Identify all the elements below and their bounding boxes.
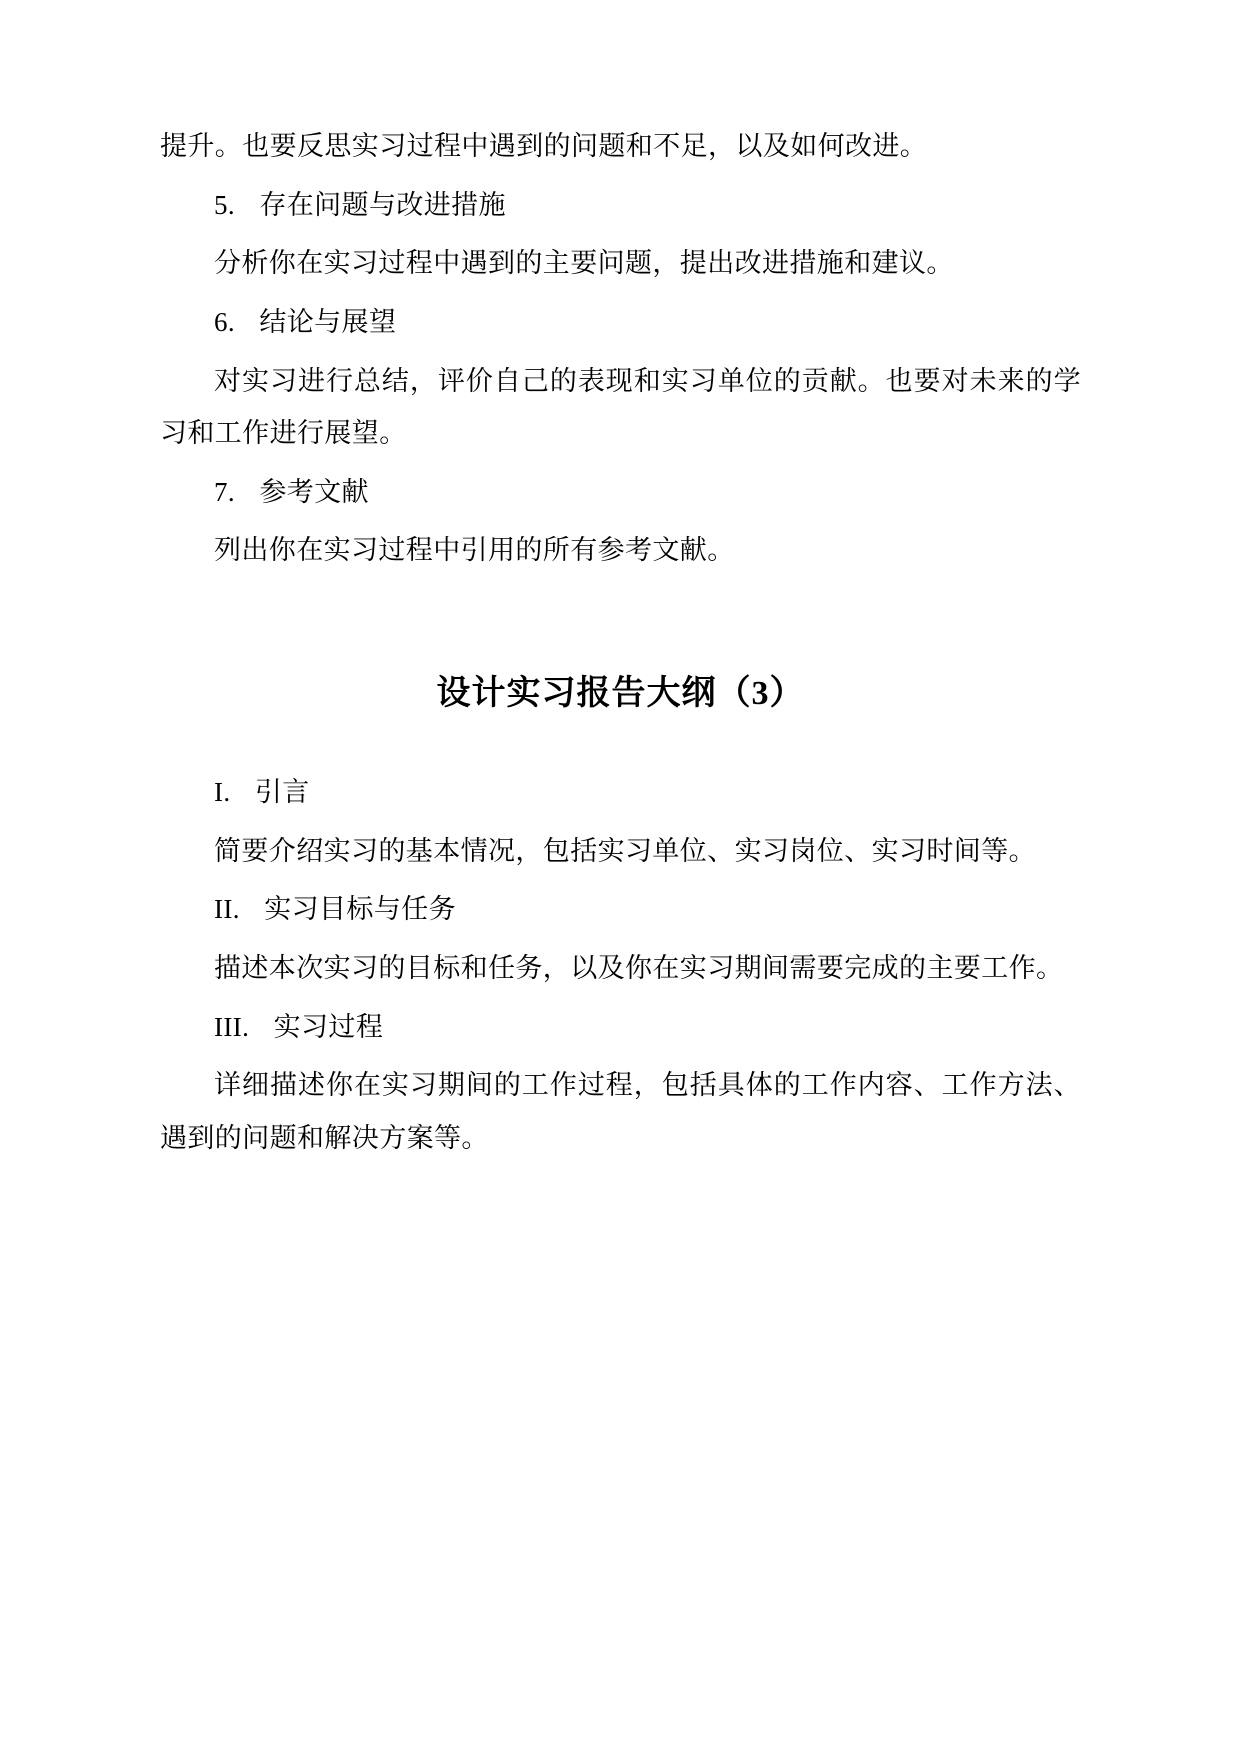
paragraph-references: 列出你在实习过程中引用的所有参考文献。 xyxy=(214,535,735,566)
section-title-text: 设计实习报告大纲 xyxy=(436,673,717,714)
paragraph-problems-measures: 分析你在实习过程中遇到的主要问题，提出改进措施和建议。 xyxy=(214,248,954,279)
outline-heading-text: 存在问题与改进措施 xyxy=(259,189,506,220)
outline-marker: 7. xyxy=(214,476,236,507)
paragraph-introduction: 简要介绍实习的基本情况，包括实习单位、实习岗位、实习时间等。 xyxy=(214,835,1036,866)
outline-heading-text: 实习目标与任务 xyxy=(264,894,457,925)
section-title-number: （3） xyxy=(716,675,805,713)
paragraph-continuation: 提升。也要反思实习过程中遇到的问题和不足，以及如何改进。 xyxy=(160,131,928,161)
paragraph-goals-tasks: 描述本次实习的目标和任务，以及你在实习期间需要完成的主要工作。 xyxy=(214,953,1064,984)
outline-heading-text: 实习过程 xyxy=(273,1011,384,1042)
outline-item-i xyxy=(160,766,1081,819)
paragraph-conclusion-outlook: 对实习进行总结，评价自己的表现和实习单位的贡献。也要对未来的学习和工作进行展望。 xyxy=(160,365,1081,449)
outline-marker: II. xyxy=(214,894,240,925)
outline-item-6 xyxy=(160,296,1081,349)
spacer xyxy=(160,583,1081,609)
outline-marker: 5. xyxy=(214,189,236,220)
outline-marker: III. xyxy=(214,1011,250,1042)
outline-marker: I. xyxy=(214,777,231,808)
outline-item-iii xyxy=(160,1001,1081,1054)
outline-item-5 xyxy=(160,179,1081,232)
outline-item-7 xyxy=(160,466,1081,519)
outline-item-ii xyxy=(160,883,1081,936)
paragraph-process: 详细描述你在实习期间的工作过程，包括具体的工作内容、工作方法、遇到的问题和解决方案等。 xyxy=(160,1070,1081,1153)
outline-heading-text: 结论与展望 xyxy=(259,306,397,337)
document-body xyxy=(160,120,1081,1165)
outline-marker: 6. xyxy=(214,306,236,337)
outline-heading-text: 引言 xyxy=(254,777,310,808)
outline-heading-text: 参考文献 xyxy=(259,476,369,507)
section-title-outline-3 xyxy=(160,665,1081,714)
